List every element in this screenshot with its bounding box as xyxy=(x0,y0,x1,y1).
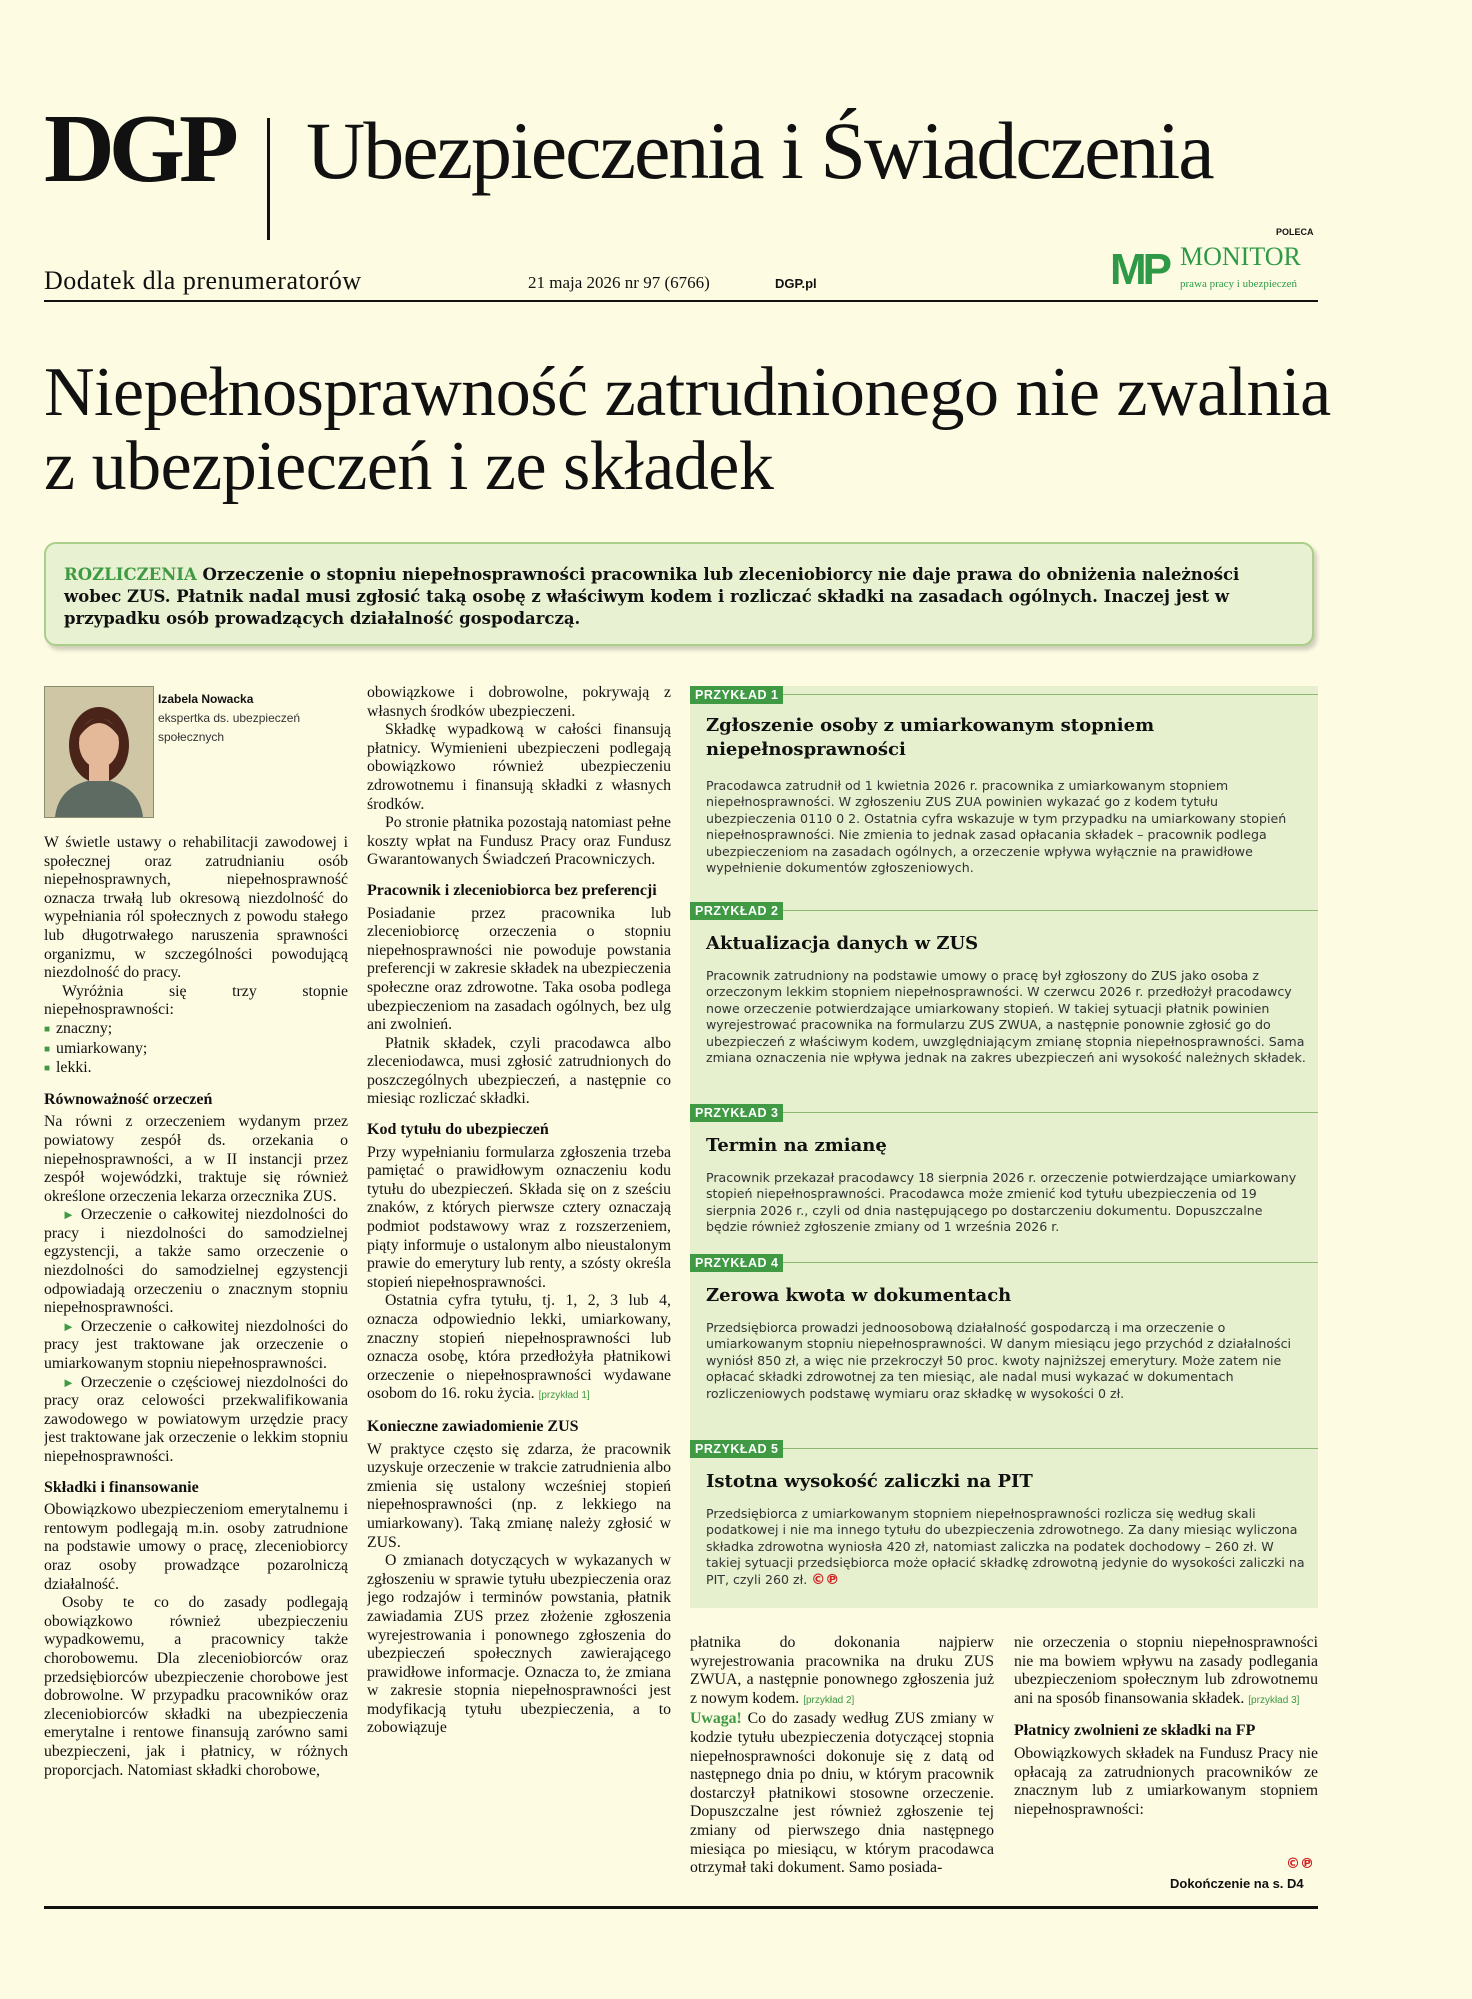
copyright-mark: ©℗ xyxy=(1286,1856,1314,1872)
arrow-icon: ► xyxy=(62,1374,75,1390)
example-rule xyxy=(690,1448,1318,1449)
copyright-mark: ©℗ xyxy=(811,1571,840,1588)
subheading: Płatnicy zwolnieni ze składki na FP xyxy=(1014,1722,1256,1740)
paragraph: Obowiązkowych składek na Fundusz Pracy nie opłacają za zatrudnionych pracowników ze znacznym lub z umiarkowanym stopniem niepełnosprawności: xyxy=(1014,1744,1318,1818)
paragraph: nie orzeczenia o stopniu niepełnosprawności nie ma bowiem wpływu na zasady podlegania ubezpieczeniom społecznym lub zdrowotnemu ani na sposób finansowania składek. xyxy=(1014,1634,1318,1707)
subheading: Konieczne zawiadomienie ZUS xyxy=(367,1417,579,1435)
paragraph: Wyróżnia się trzy stopnie niepełnosprawności: xyxy=(44,982,348,1019)
continued-note: Dokończenie na s. D4 xyxy=(1170,1876,1304,1891)
example-ref[interactable]: [przykład 3] xyxy=(1248,1694,1300,1706)
example-ref[interactable]: [przykład 1] xyxy=(538,1390,590,1402)
example-text: Pracownik zatrudniony na podstawie umowy o pracę był zgłoszony do ZUS jako osoba z orzeczonym lekkim stopniem niepełnosprawności. W czerwcu 2026 r. przedłożył pracodawcy nowe orzeczenie potwierdzające umiarkowany stopień. W takiej sytuacji płatnik powinien wyrejestrować pracownika na formularzu ZUS ZWUA, a następnie ponownie zgłosić go do ubezpieczeń z właściwym kodem, uwzględniającym zmianę stopnia niepełnosprawności. Sama zmiana oznaczenia nie wpływa jednak na zakres ubezpieczeń ani wysokość należnych składek. xyxy=(706,968,1306,1066)
paragraph: Płatnik składek, czyli pracodawca albo zleceniodawca, musi zgłosić zatrudnionych do poszczególnych ubezpieczeń, a następnie co miesiąc rozliczać składki. xyxy=(367,1034,671,1108)
subheading: Składki i finansowanie xyxy=(44,1478,199,1496)
example-tag: PRZYKŁAD 3 xyxy=(690,1104,783,1122)
example-tag: PRZYKŁAD 4 xyxy=(690,1254,783,1272)
example-text: Pracownik przekazał pracodawcy 18 sierpnia 2026 r. orzeczenie potwierdzające umiarkowany stopień niepełnosprawności. Pracodawca może zmienić kod tytułu ubezpieczenia od 19 sierpnia 2026 r., czyli od dnia następującego po dostarczeniu dokumentu. Dopuszczalne będzie również zgłoszenie zmiany od 1 września 2026 r. xyxy=(706,1170,1297,1235)
example-tag: PRZYKŁAD 5 xyxy=(690,1440,783,1458)
bottom-rule xyxy=(44,1906,1318,1909)
list-item: ■ lekki. xyxy=(44,1059,348,1079)
supplement-label: Dodatek dla prenumeratorów xyxy=(44,266,362,295)
example-tag: PRZYKŁAD 1 xyxy=(690,686,783,704)
example-title: Termin na zmianę xyxy=(706,1135,887,1156)
paragraph: Orzeczenie o całkowitej niezdolności do pracy i niezdolności do samodzielnej egzystencji, a także samo orzeczenie o niezdolności do samodzielnej egzystencji odpowiadają orzeczeniu o znacznym stopniu niepełnosprawności. xyxy=(44,1206,348,1317)
column-3 xyxy=(690,1634,994,1896)
subheading: Pracownik i zleceniobiorca bez preferencji xyxy=(367,881,657,899)
lead-kicker: ROZLICZENIA xyxy=(64,565,197,584)
paragraph: Ostatnia cyfra tytułu, tj. 1, 2, 3 lub 4, oznacza odpowiednio lekki, umiarkowany, znaczny stopień niepełnosprawności lub oznacza osobę, która przedłożyła płatnikowi orzeczenie o niepełnosprawności wydawane osobom do 16. roku życia. xyxy=(367,1292,671,1403)
arrow-icon: ► xyxy=(62,1207,75,1223)
example-text: Przedsiębiorca prowadzi jednoosobową działalność gospodarczą i ma orzeczenie o umiarkowanym stopniu niepełnosprawności. W danym miesiącu jego przychód z działalności wyniósł 850 zł, a więc nie przekroczył 50 proc. kwoty najniższej emerytury. Może zatem nie opłacać składki zdrowotnej za ten miesiąc, ale nadal musi wykazać w dokumentach rozliczeniowych podstawę wymiaru oraz składkę w wysokości 0 zł. xyxy=(706,1320,1292,1401)
lead-box xyxy=(44,542,1314,646)
monitor-subtitle: prawa pracy i ubezpieczeń xyxy=(1180,278,1297,290)
dgp-logo: DGP xyxy=(44,95,233,203)
author-photo xyxy=(44,686,154,818)
paragraph: Po stronie płatnika pozostają natomiast pełne koszty wpłat na Fundusz Pracy oraz Fundusz Gwarantowanych Świadczeń Pracowniczych. xyxy=(367,814,671,869)
paragraph: Orzeczenie o całkowitej niezdolności do pracy jest traktowane jak orzeczenie o umiarkowanym stopniu niepełnosprawności. xyxy=(44,1317,348,1373)
column-2 xyxy=(367,684,671,1898)
example-title: Zerowa kwota w dokumentach xyxy=(706,1285,1012,1306)
paragraph: płatnika do dokonania najpierw wyrejestrowania pracownika na druku ZUS ZWUA, a następnie ponownego zgłoszenia już z nowym kodem. xyxy=(690,1634,994,1707)
subheading: Kod tytułu do ubezpieczeń xyxy=(367,1121,549,1139)
paragraph: Na równi z orzeczeniem wydanym przez powiatowy zespół ds. orzekania o niepełnosprawności, a w II instancji przez zespół wojewódzki, traktuje się również określone orzeczenia lekarza orzecznika ZUS. xyxy=(44,1113,348,1205)
paragraph: O zmianach dotyczących w wykazanych w zgłoszeniu w sprawie tytułu ubezpieczenia oraz jego rodzajów i terminów powstania, płatnik zawiadamia ZUS przez złożenie zgłoszenia wyrejestrowania i ponownego zgłoszenia do ubezpieczeń społecznych zawierającego prawidłowe informacje. Oznacza to, że zmiana w zakresie stopnia niepełnosprawności jest modyfikacją tytułu ubezpieczenia, a to zobowiązuje xyxy=(367,1552,671,1737)
example-text: Pracodawca zatrudnił od 1 kwietnia 2026 r. pracownika z umiarkowanym stopniem niepełnosprawności. W zgłoszeniu ZUS ZUA powinien wykazać go z kodem tytułu ubezpieczenia 0110 0 2. Ostatnia cyfra wskazuje w tym przypadku na umiarkowany stopień niepełnosprawności. Nie zmienia to jednak zasad opłacania składek – pracownik podlega ubezpieczeniom na zasadach ogólnych, a orzeczenie wpływa wyłącznie na prawidłowe wypełnienie dokumentów zgłoszeniowych. xyxy=(706,778,1287,876)
uwaga-label: Uwaga! xyxy=(690,1710,742,1728)
site-link[interactable]: DGP.pl xyxy=(775,276,817,291)
disability-degree-list xyxy=(44,1020,348,1079)
author-role: ekspertka ds. ubezpieczeń społecznych xyxy=(158,711,301,744)
subheading: Równoważność orzeczeń xyxy=(44,1090,213,1108)
example-title: Istotna wysokość zaliczki na PIT xyxy=(706,1471,1033,1492)
example-rule xyxy=(690,1112,1318,1113)
paragraph: Co do zasady według ZUS zmiany w kodzie tytułu ubezpieczenia dotyczącej stopnia niepełnosprawności dokonuje się z datą od następnego dnia po dniu, w którym pracownik dostarczył płatnikowi stosowne orzeczenie. Dopuszczalne jest również zgłoszenie tej zmiany od pierwszego dnia następnego miesiąca po miesiącu, w którym pracodawca otrzymał taki dokument. Samo posiada- xyxy=(690,1710,994,1877)
issue-date: 21 maja 2026 nr 97 (6766) xyxy=(528,273,710,292)
example-tag: PRZYKŁAD 2 xyxy=(690,902,783,920)
paragraph: Orzeczenie o częściowej niezdolności do pracy oraz celowości przekwalifikowania zawodowego w powiatowym urzędzie pracy jest traktowane jak orzeczenie o lekkim stopniu niepełnosprawności. xyxy=(44,1373,348,1465)
monitor-logo-icon xyxy=(1110,244,1174,293)
poleca-label: POLECA xyxy=(1276,227,1314,237)
paragraph: Posiadanie przez pracownika lub zleceniobiorcę orzeczenia o stopniu niepełnosprawności nie powoduje powstania preferencji w zakresie składek na ubezpieczenia społeczne oraz zdrowotne. Taka osoba podlega ubezpieczeniom na zasadach ogólnych, bez ulg ani zwolnień. xyxy=(367,904,671,1034)
list-item: ■ umiarkowany; xyxy=(44,1040,348,1060)
article-headline: Niepełnosprawność zatrudnionego nie zwalnia z ubezpieczeń i ze składek xyxy=(44,354,1331,505)
example-rule xyxy=(690,694,1318,695)
example-ref[interactable]: [przykład 2] xyxy=(803,1694,855,1706)
example-title: Zgłoszenie osoby z umiarkowanym stopniem niepełnosprawności xyxy=(706,715,1155,760)
paragraph: Składkę wypadkową w całości finansują płatnicy. Wymienieni ubezpieczeni podlegają obowiązkowo również ubezpieczeniu zdrowotnemu i finansują składki z własnych środków. xyxy=(367,721,671,813)
masthead-rule xyxy=(44,300,1318,302)
column-1 xyxy=(44,834,348,1854)
paragraph: obowiązkowe i dobrowolne, pokrywają z własnych środków ubezpieczeni. xyxy=(367,684,671,720)
paragraph: Obowiązkowo ubezpieczeniom emerytalnemu i rentowym podlegają m.in. osoby zatrudnione na podstawie umowy o pracę, zleceniobiorcy oraz osoby prowadzące pozarolniczą działalność. xyxy=(44,1501,348,1593)
paragraph: W praktyce często się zdarza, że pracownik uzyskuje orzeczenie w trakcie zatrudnienia albo zmienia się ustalony wcześniej stopień niepełnosprawności (np. z lekkiego na umiarkowany). Taką zmianę należy zgłosić w ZUS. xyxy=(367,1440,671,1551)
example-rule xyxy=(690,910,1318,911)
example-title: Aktualizacja danych w ZUS xyxy=(706,933,979,954)
lead-text: Orzeczenie o stopniu niepełnosprawności pracownika lub zleceniobiorcy nie daje prawa do obniżenia należności wobec ZUS. Płatnik nadal musi zgłosić taką osobę z właściwym kodem i rozliczać składki na zasadach ogólnych. Inaczej jest w przypadku osób prowadzących działalność gospodarczą. xyxy=(64,565,1240,628)
column-4 xyxy=(1014,1634,1318,1844)
section-title: Ubezpieczenia i Świadczenia xyxy=(306,105,1213,196)
monitor-logo-text: MP xyxy=(1110,245,1168,288)
masthead-divider xyxy=(267,118,270,240)
example-rule xyxy=(690,1262,1318,1263)
arrow-icon: ► xyxy=(62,1318,75,1334)
examples-panel xyxy=(690,686,1318,1608)
paragraph: W świetle ustawy o rehabilitacji zawodowej i społecznej oraz zatrudnianiu osób niepełnosprawnych, niepełnosprawność oznacza trwałą lub okresową niezdolność do wypełniania ról społecznych z powodu stałego lub długotrwałego naruszenia sprawności organizmu, w szczególności powodującą niezdolność do pracy. xyxy=(44,834,348,982)
paragraph: Osoby te co do zasady podlegają obowiązkowo również ubezpieczeniu wypadkowemu, a pracownicy także chorobowemu. Dla zleceniobiorców oraz przedsiębiorców ubezpieczenie chorobowe jest dobrowolne. W przypadku pracowników oraz zleceniobiorców składki na ubezpieczenia emerytalne i rentowe finansują zarówno sami ubezpieczeni, jak i płatnicy, w różnych proporcjach. Natomiast składki chorobowe, xyxy=(44,1594,348,1779)
example-text xyxy=(706,1506,1306,1588)
paragraph: Przy wypełnianiu formularza zgłoszenia trzeba pamiętać o prawidłowym oznaczeniu kodu tytułu do ubezpieczeń. Składa się on z sześciu znaków, z których pierwsze cztery oznaczają podmiot podstawowy wraz z rozszerzeniem, piąty informuje o ustalonym albo nieustalonym prawie do emerytury lub renty, a szósty określa stopień niepełnosprawności. xyxy=(367,1143,671,1291)
monitor-wordmark: MONITOR xyxy=(1180,242,1301,271)
author-name: Izabela Nowacka xyxy=(158,692,254,706)
example-text-body: Przedsiębiorca z umiarkowanym stopniem niepełnosprawności rozlicza się według skali podatkowej i nie ma innego tytułu do ubezpieczenia zdrowotnego. Za dany miesiąc wyliczona składka zdrowotna wyniosła 420 zł, natomiast zaliczka na podatek dochodowy – 260 zł. W takiej sytuacji przedsiębiorca może opłacić składkę zdrowotną jedynie do wysokości zaliczki na PIT, czyli 260 zł. xyxy=(706,1506,1305,1587)
list-item: ■ znaczny; xyxy=(44,1020,348,1040)
